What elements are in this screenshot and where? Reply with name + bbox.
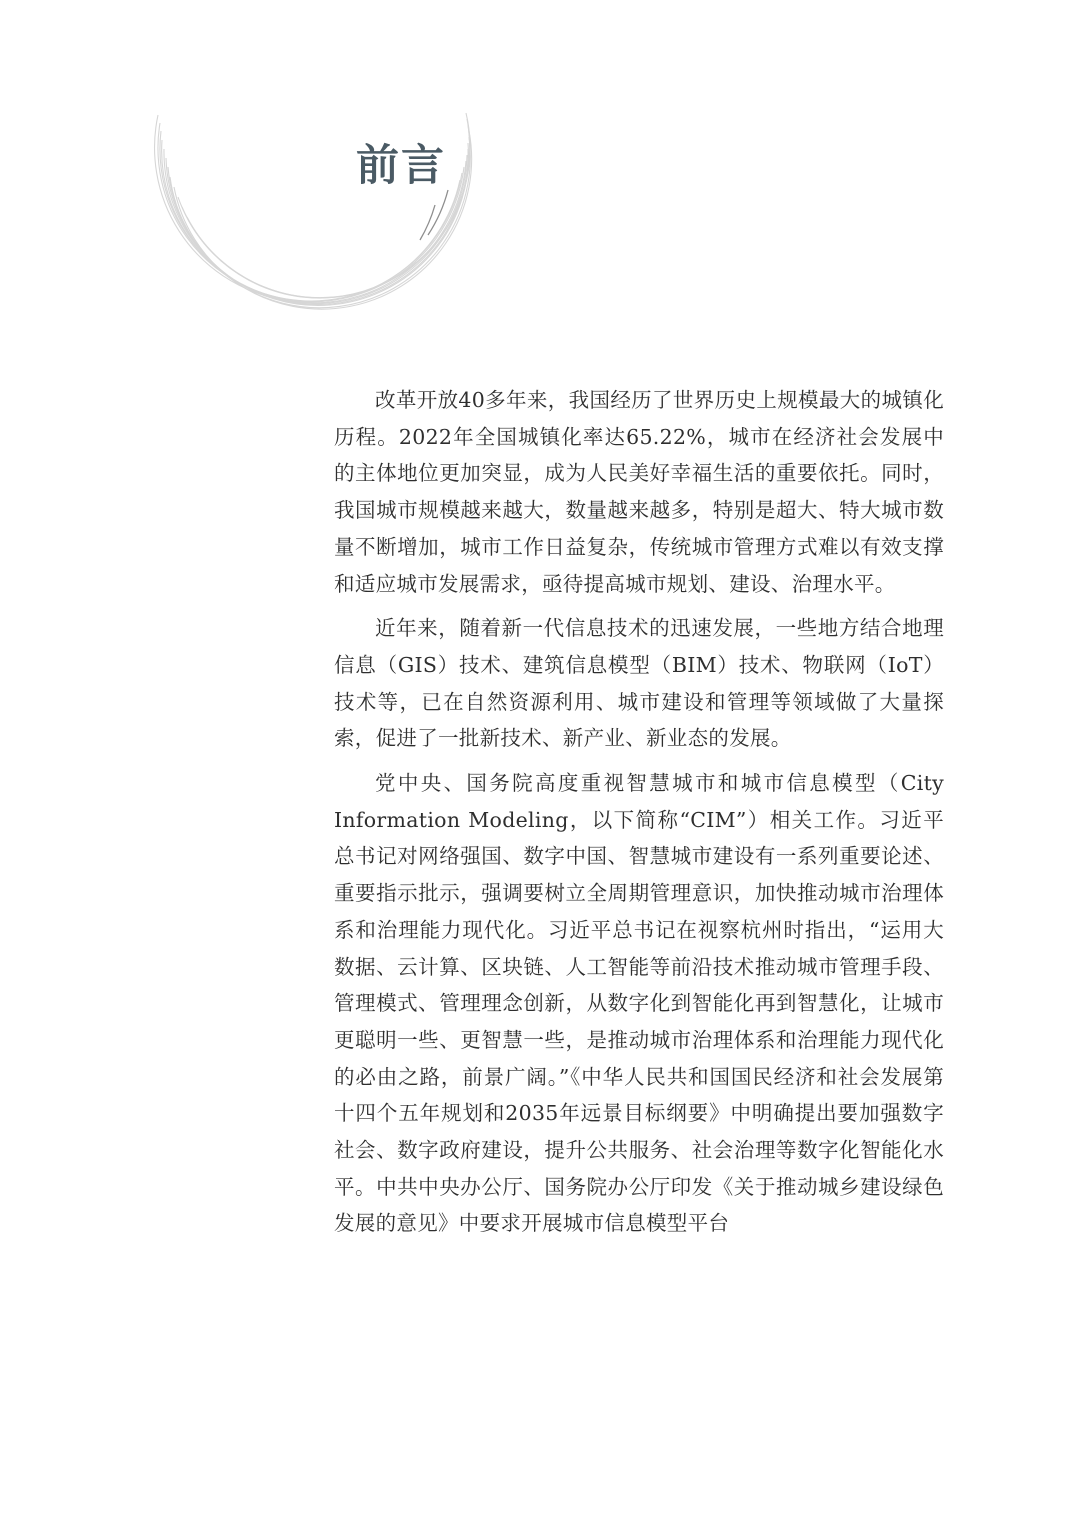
page-title: 前言 (356, 141, 446, 191)
body-text (334, 382, 944, 1250)
paragraph: 党中央、国务院高度重视智慧城市和城市信息模型（City Information Modeling，以下简称“CIM”）相关工作。习近平总书记对网络强国、数字中国、智慧城市建设有一系列重要论述、重要指示批示，强调要树立全周期管理意识，加快推动城市治理体系和治理能力现代化。习近平总书记在视察杭州时指出，“运用大数据、云计算、区块链、人工智能等前沿技术推动城市管理手段、管理模式、管理理念创新，从数字化到智能化再到智慧化，让城市更聪明一些、更智慧一些，是推动城市治理体系和治理能力现代化的必由之路，前景广阔。”《中华人民共和国国民经济和社会发展第十四个五年规划和2035年远景目标纲要》中明确提出要加强数字社会、数字政府建设，提升公共服务、社会治理等数字化智能化水平。中共中央办公厅、国务院办公厅印发《关于推动城乡建设绿色发展的意见》中要求开展城市信息模型平台 (334, 771, 944, 1236)
paragraph: 近年来，随着新一代信息技术的迅速发展，一些地方结合地理信息（GIS）技术、建筑信息模型（BIM）技术、物联网（IoT）技术等，已在自然资源利用、城市建设和管理等领域做了大量探索，促进了一批新技术、新产业、新业态的发展。 (334, 616, 944, 751)
paragraph: 改革开放40多年来，我国经历了世界历史上规模最大的城镇化历程。2022年全国城镇化率达65.22%，城市在经济社会发展中的主体地位更加突显，成为人民美好幸福生活的重要依托。同时，我国城市规模越来越大，数量越来越多，特别是超大、特大城市数量不断增加，城市工作日益复杂，传统城市管理方式难以有效支撑和适应城市发展需求，亟待提高城市规划、建设、治理水平。 (334, 388, 944, 596)
concentric-arcs-icon (130, 85, 490, 315)
